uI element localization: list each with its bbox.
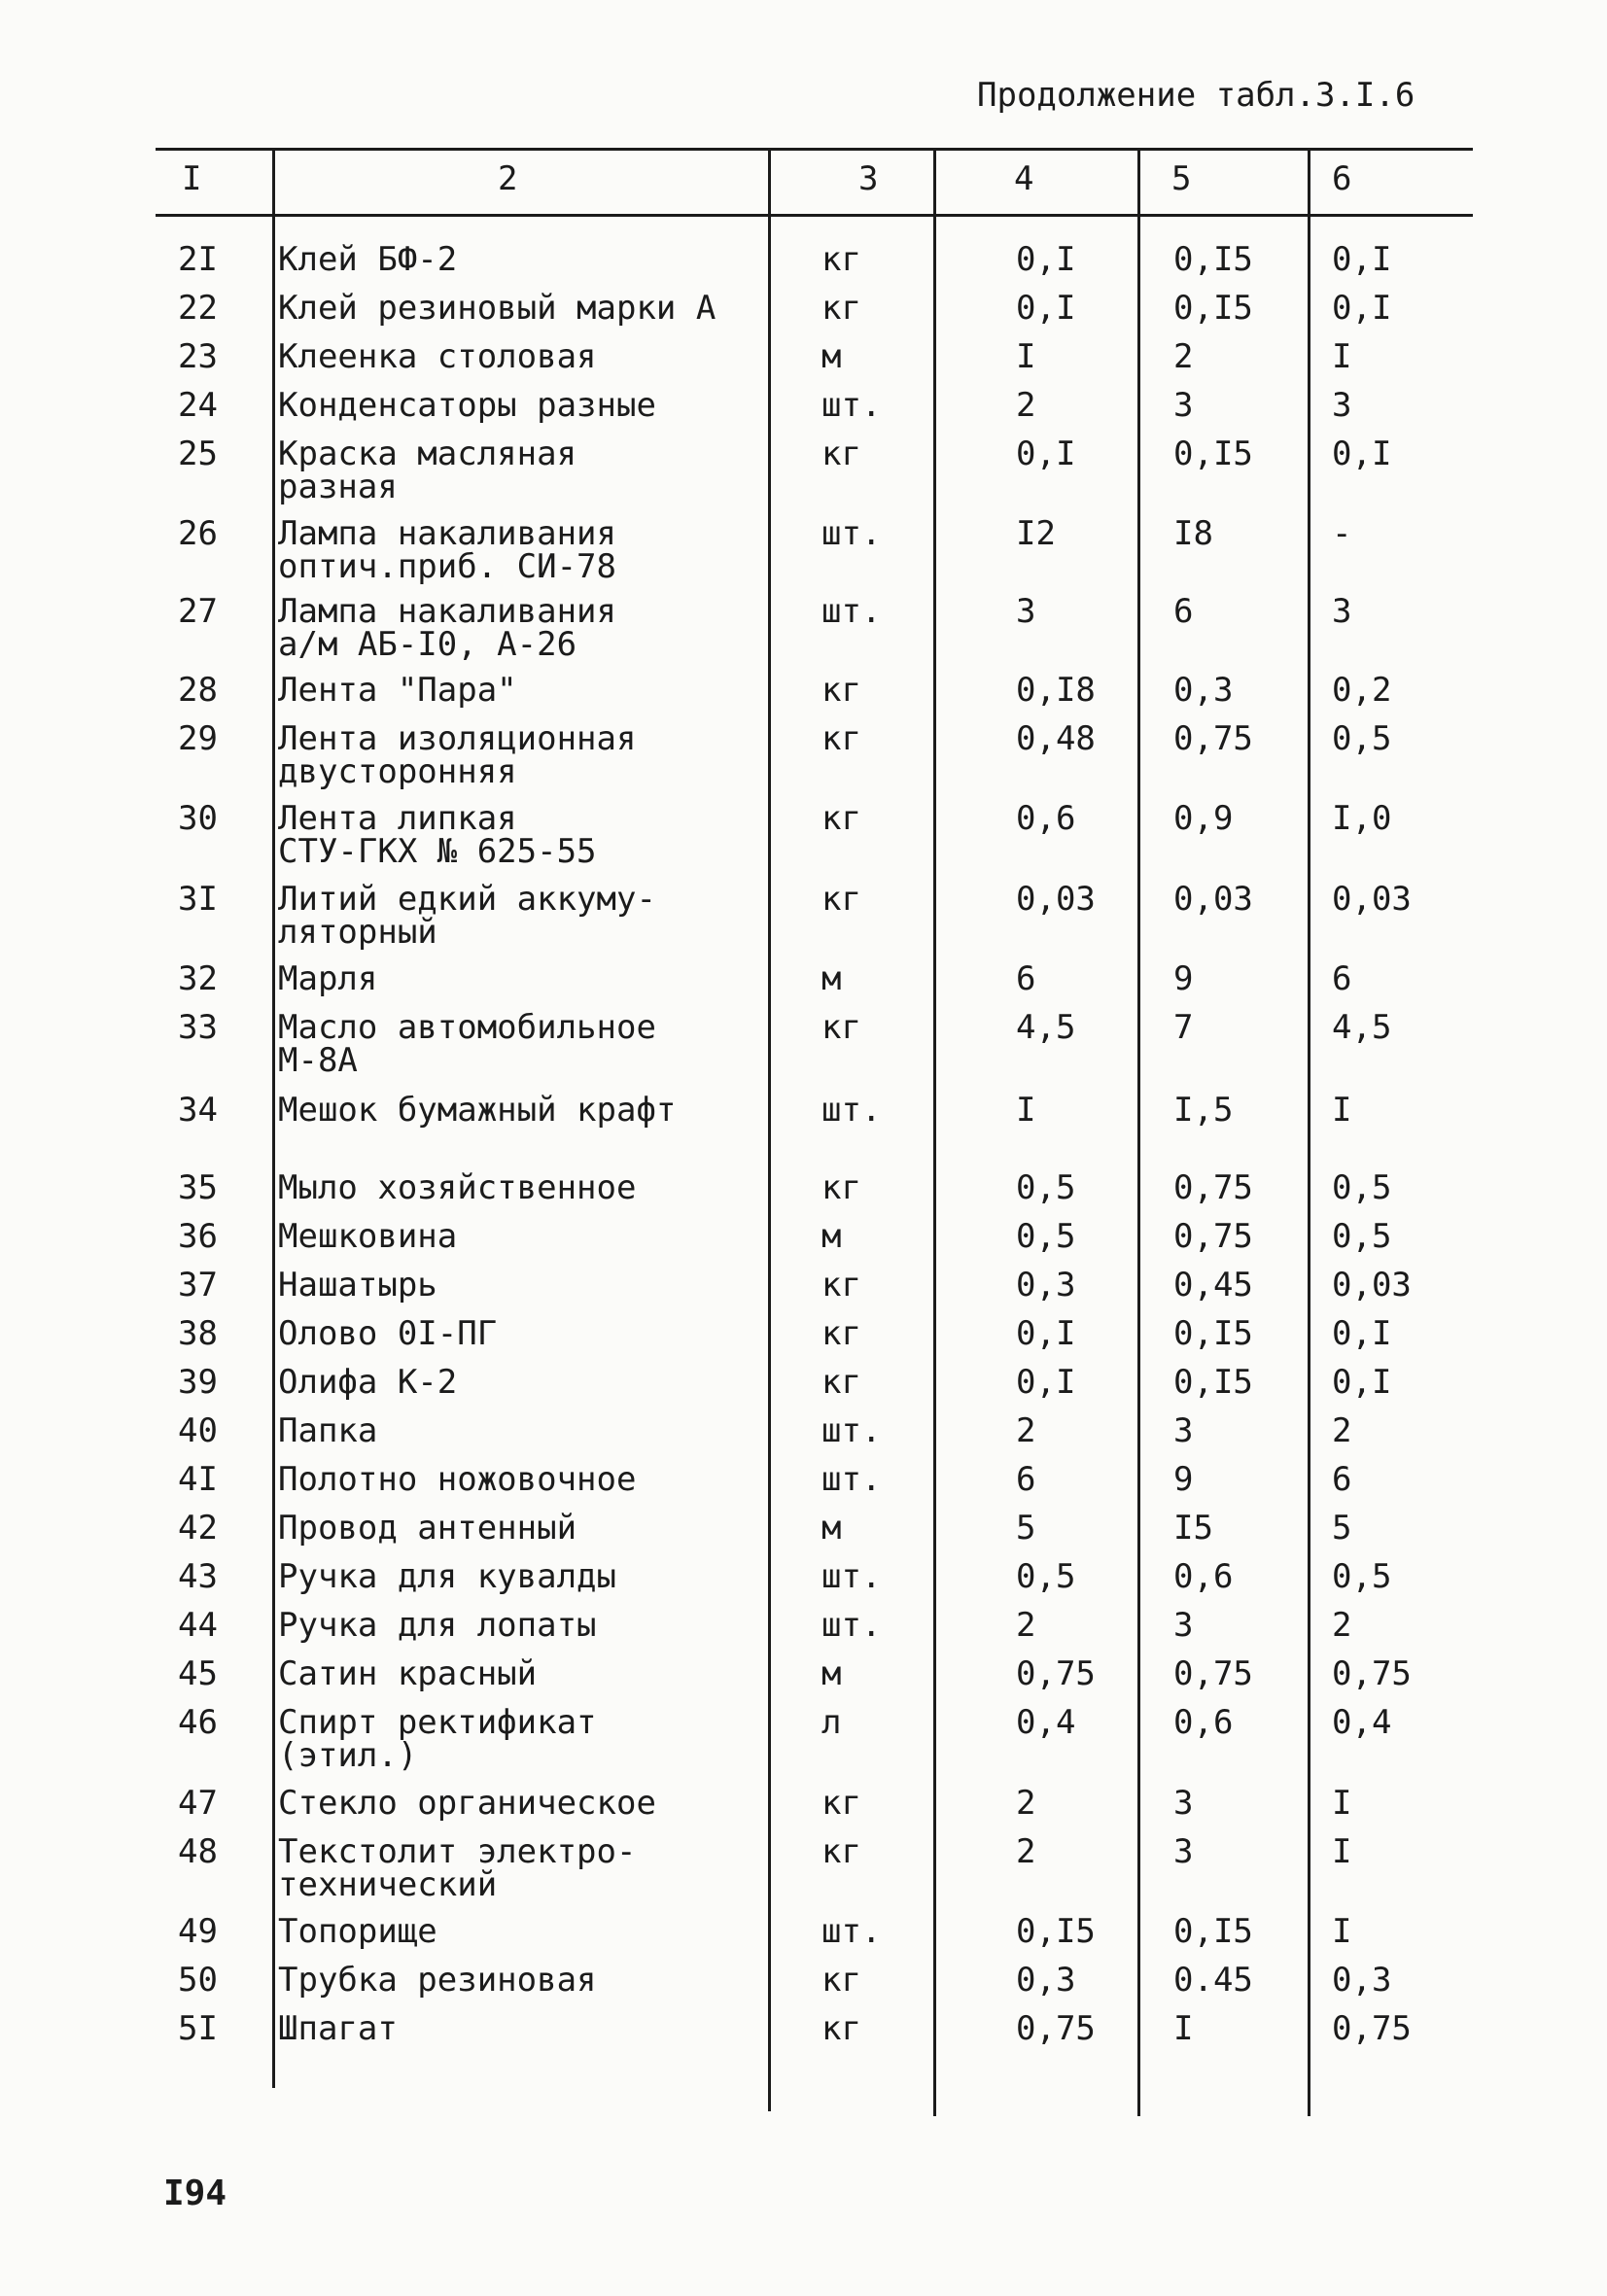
quantity-col-4: 0,5 — [1016, 1168, 1076, 1207]
quantity-col-4: 0,6 — [1016, 799, 1076, 838]
column-divider-5 — [1308, 148, 1310, 2116]
unit-cell: кг — [821, 1168, 861, 1207]
quantity-col-6: 6 — [1332, 959, 1352, 998]
material-name: Текстолит электро- технический — [278, 1832, 637, 1904]
column-divider-4 — [1137, 148, 1140, 2116]
row-number: 22 — [178, 289, 218, 328]
quantity-col-5: 0,9 — [1173, 799, 1234, 838]
unit-cell: кг — [821, 1832, 861, 1871]
unit-cell: м — [821, 959, 842, 998]
quantity-col-4: 0,I5 — [1016, 1912, 1096, 1951]
unit-cell: кг — [821, 719, 861, 758]
quantity-col-5: 0,03 — [1173, 880, 1253, 919]
row-number: 23 — [178, 337, 218, 376]
quantity-col-5: 9 — [1173, 959, 1194, 998]
quantity-col-6: 2 — [1332, 1411, 1352, 1450]
unit-cell: кг — [821, 1961, 861, 2000]
quantity-col-6: 0,I — [1332, 240, 1392, 279]
quantity-col-5: 0,75 — [1173, 1168, 1253, 1207]
quantity-col-5: 3 — [1173, 1606, 1194, 1645]
quantity-col-6: 0,03 — [1332, 880, 1412, 919]
quantity-col-6: 0,I — [1332, 1314, 1392, 1353]
quantity-col-4: 0,75 — [1016, 2009, 1096, 2048]
material-name: Лента изоляционная двусторонняя — [278, 719, 637, 791]
unit-cell: кг — [821, 2009, 861, 2048]
header-col-4: 4 — [1014, 159, 1034, 198]
quantity-col-5: 2 — [1173, 337, 1194, 376]
row-number: 48 — [178, 1832, 218, 1871]
unit-cell: шт. — [821, 1557, 882, 1596]
quantity-col-5: 7 — [1173, 1008, 1194, 1047]
row-number: 47 — [178, 1784, 218, 1823]
header-top-rule — [156, 148, 1473, 151]
quantity-col-4: 6 — [1016, 959, 1036, 998]
unit-cell: м — [821, 1509, 842, 1548]
quantity-col-6: I — [1332, 1832, 1352, 1871]
quantity-col-6: 4,5 — [1332, 1008, 1392, 1047]
header-col-6: 6 — [1332, 159, 1352, 198]
row-number: 3I — [178, 880, 218, 919]
unit-cell: м — [821, 1654, 842, 1693]
material-name: Сатин красный — [278, 1654, 538, 1693]
quantity-col-6: 0,75 — [1332, 2009, 1412, 2048]
quantity-col-5: I5 — [1173, 1509, 1213, 1548]
quantity-col-4: 2 — [1016, 1784, 1036, 1823]
quantity-col-4: 0,I — [1016, 1363, 1076, 1402]
material-name: Олово 0I-ПГ — [278, 1314, 498, 1353]
quantity-col-6: I — [1332, 1784, 1352, 1823]
material-name: Лампа накаливания а/м АБ-I0, А-26 — [278, 592, 616, 664]
material-name: Конденсаторы разные — [278, 386, 656, 425]
quantity-col-5: 3 — [1173, 1832, 1194, 1871]
row-number: 30 — [178, 799, 218, 838]
quantity-col-5: 0.45 — [1173, 1961, 1253, 2000]
unit-cell: кг — [821, 1784, 861, 1823]
unit-cell: кг — [821, 1314, 861, 1353]
quantity-col-4: 0,75 — [1016, 1654, 1096, 1693]
quantity-col-5: 0,I5 — [1173, 435, 1253, 473]
header-col-1: I — [182, 159, 202, 198]
unit-cell: шт. — [821, 592, 882, 631]
quantity-col-6: I — [1332, 1912, 1352, 1951]
quantity-col-5: I — [1173, 2009, 1194, 2048]
material-name: Клей резиновый марки А — [278, 289, 716, 328]
quantity-col-4: 0,3 — [1016, 1961, 1076, 2000]
quantity-col-4: 0,I8 — [1016, 671, 1096, 710]
row-number: 35 — [178, 1168, 218, 1207]
quantity-col-5: 6 — [1173, 592, 1194, 631]
row-number: 2I — [178, 240, 218, 279]
quantity-col-4: I — [1016, 1091, 1036, 1130]
quantity-col-4: 0,I — [1016, 289, 1076, 328]
quantity-col-4: 0,5 — [1016, 1217, 1076, 1256]
row-number: 25 — [178, 435, 218, 473]
quantity-col-6: 0,03 — [1332, 1266, 1412, 1305]
quantity-col-5: 0,6 — [1173, 1703, 1234, 1742]
quantity-col-4: 6 — [1016, 1460, 1036, 1499]
header-col-3: 3 — [858, 159, 879, 198]
row-number: 42 — [178, 1509, 218, 1548]
row-number: 24 — [178, 386, 218, 425]
unit-cell: шт. — [821, 1411, 882, 1450]
row-number: 50 — [178, 1961, 218, 2000]
material-name: Краска масляная разная — [278, 435, 577, 506]
row-number: 39 — [178, 1363, 218, 1402]
quantity-col-5: I8 — [1173, 514, 1213, 553]
quantity-col-4: 5 — [1016, 1509, 1036, 1548]
material-name: Литий едкий аккуму- ляторный — [278, 880, 656, 952]
unit-cell: кг — [821, 1008, 861, 1047]
row-number: 32 — [178, 959, 218, 998]
quantity-col-6: 0,75 — [1332, 1654, 1412, 1693]
header-col-5: 5 — [1171, 159, 1192, 198]
row-number: 4I — [178, 1460, 218, 1499]
unit-cell: кг — [821, 880, 861, 919]
quantity-col-6: I,0 — [1332, 799, 1392, 838]
unit-cell: шт. — [821, 1460, 882, 1499]
quantity-col-4: 4,5 — [1016, 1008, 1076, 1047]
unit-cell: кг — [821, 435, 861, 473]
quantity-col-6: - — [1332, 514, 1352, 553]
unit-cell: кг — [821, 289, 861, 328]
material-name: Олифа К-2 — [278, 1363, 458, 1402]
row-number: 27 — [178, 592, 218, 631]
row-number: 37 — [178, 1266, 218, 1305]
row-number: 28 — [178, 671, 218, 710]
quantity-col-5: 0,I5 — [1173, 1912, 1253, 1951]
quantity-col-4: 0,48 — [1016, 719, 1096, 758]
material-name: Лента "Пара" — [278, 671, 517, 710]
quantity-col-5: 3 — [1173, 386, 1194, 425]
row-number: 26 — [178, 514, 218, 553]
quantity-col-6: 0,5 — [1332, 1168, 1392, 1207]
material-name: Топорище — [278, 1912, 437, 1951]
quantity-col-5: 9 — [1173, 1460, 1194, 1499]
header-bottom-rule — [156, 214, 1473, 217]
unit-cell: л — [821, 1703, 842, 1742]
quantity-col-5: 3 — [1173, 1784, 1194, 1823]
row-number: 49 — [178, 1912, 218, 1951]
quantity-col-5: 0,6 — [1173, 1557, 1234, 1596]
material-name: Провод антенный — [278, 1509, 577, 1548]
unit-cell: кг — [821, 799, 861, 838]
quantity-col-6: 3 — [1332, 386, 1352, 425]
quantity-col-4: 3 — [1016, 592, 1036, 631]
material-name: Трубка резиновая — [278, 1961, 597, 2000]
quantity-col-4: 2 — [1016, 1832, 1036, 1871]
material-name: Клей БФ-2 — [278, 240, 458, 279]
quantity-col-4: 0,I — [1016, 240, 1076, 279]
quantity-col-6: I — [1332, 1091, 1352, 1130]
quantity-col-6: 0,5 — [1332, 719, 1392, 758]
quantity-col-6: 5 — [1332, 1509, 1352, 1548]
quantity-col-4: 0,I — [1016, 435, 1076, 473]
material-name: Лампа накаливания оптич.приб. СИ-78 — [278, 514, 616, 586]
row-number: 43 — [178, 1557, 218, 1596]
quantity-col-6: 0,2 — [1332, 671, 1392, 710]
row-number: 38 — [178, 1314, 218, 1353]
unit-cell: кг — [821, 1266, 861, 1305]
row-number: 44 — [178, 1606, 218, 1645]
quantity-col-5: 0,75 — [1173, 1654, 1253, 1693]
unit-cell: шт. — [821, 1091, 882, 1130]
row-number: 34 — [178, 1091, 218, 1130]
quantity-col-6: 0,I — [1332, 435, 1392, 473]
material-name: Мешок бумажный крафт — [278, 1091, 677, 1130]
quantity-col-5: 0,75 — [1173, 1217, 1253, 1256]
row-number: 33 — [178, 1008, 218, 1047]
quantity-col-5: I,5 — [1173, 1091, 1234, 1130]
unit-cell: шт. — [821, 1606, 882, 1645]
quantity-col-6: 0,5 — [1332, 1557, 1392, 1596]
quantity-col-4: 0,4 — [1016, 1703, 1076, 1742]
quantity-col-4: 0,5 — [1016, 1557, 1076, 1596]
unit-cell: кг — [821, 1363, 861, 1402]
quantity-col-4: I — [1016, 337, 1036, 376]
material-name: Стекло органическое — [278, 1784, 656, 1823]
material-name: Ручка для кувалды — [278, 1557, 616, 1596]
quantity-col-4: I2 — [1016, 514, 1056, 553]
header-col-2: 2 — [498, 159, 518, 198]
page-number: I94 — [163, 2174, 227, 2213]
material-name: Марля — [278, 959, 378, 998]
quantity-col-6: 0,4 — [1332, 1703, 1392, 1742]
quantity-col-4: 2 — [1016, 1411, 1036, 1450]
material-name: Спирт ректификат (этил.) — [278, 1703, 597, 1775]
row-number: 36 — [178, 1217, 218, 1256]
material-name: Полотно ножовочное — [278, 1460, 637, 1499]
quantity-col-5: 3 — [1173, 1411, 1194, 1450]
quantity-col-6: 6 — [1332, 1460, 1352, 1499]
material-name: Лента липкая СТУ-ГКХ № 625-55 — [278, 799, 597, 871]
unit-cell: шт. — [821, 1912, 882, 1951]
unit-cell: м — [821, 1217, 842, 1256]
row-number: 46 — [178, 1703, 218, 1742]
column-divider-3 — [933, 148, 936, 2116]
quantity-col-5: 0,I5 — [1173, 289, 1253, 328]
quantity-col-6: 0,3 — [1332, 1961, 1392, 2000]
quantity-col-5: 0,3 — [1173, 671, 1234, 710]
material-name: Шпагат — [278, 2009, 398, 2048]
material-name: Ручка для лопаты — [278, 1606, 597, 1645]
quantity-col-6: 0,5 — [1332, 1217, 1392, 1256]
row-number: 45 — [178, 1654, 218, 1693]
row-number: 40 — [178, 1411, 218, 1450]
material-name: Мыло хозяйственное — [278, 1168, 637, 1207]
quantity-col-6: 0,I — [1332, 1363, 1392, 1402]
material-name: Нашатырь — [278, 1266, 437, 1305]
unit-cell: кг — [821, 671, 861, 710]
quantity-col-5: 0,75 — [1173, 719, 1253, 758]
quantity-col-5: 0,45 — [1173, 1266, 1253, 1305]
row-number: 29 — [178, 719, 218, 758]
column-divider-2 — [768, 148, 771, 2111]
quantity-col-5: 0,I5 — [1173, 1314, 1253, 1353]
table-caption: Продолжение табл.3.I.6 — [977, 76, 1415, 115]
quantity-col-4: 0,3 — [1016, 1266, 1076, 1305]
material-name: Клеенка столовая — [278, 337, 597, 376]
quantity-col-6: 0,I — [1332, 289, 1392, 328]
quantity-col-4: 0,03 — [1016, 880, 1096, 919]
quantity-col-4: 2 — [1016, 386, 1036, 425]
unit-cell: шт. — [821, 386, 882, 425]
quantity-col-4: 0,I — [1016, 1314, 1076, 1353]
quantity-col-6: 2 — [1332, 1606, 1352, 1645]
quantity-col-4: 2 — [1016, 1606, 1036, 1645]
material-name: Масло автомобильное М-8А — [278, 1008, 656, 1080]
row-number: 5I — [178, 2009, 218, 2048]
quantity-col-5: 0,I5 — [1173, 240, 1253, 279]
unit-cell: шт. — [821, 514, 882, 553]
quantity-col-6: I — [1332, 337, 1352, 376]
unit-cell: м — [821, 337, 842, 376]
unit-cell: кг — [821, 240, 861, 279]
column-divider-1 — [272, 148, 275, 2088]
quantity-col-6: 3 — [1332, 592, 1352, 631]
material-name: Папка — [278, 1411, 378, 1450]
quantity-col-5: 0,I5 — [1173, 1363, 1253, 1402]
material-name: Мешковина — [278, 1217, 458, 1256]
